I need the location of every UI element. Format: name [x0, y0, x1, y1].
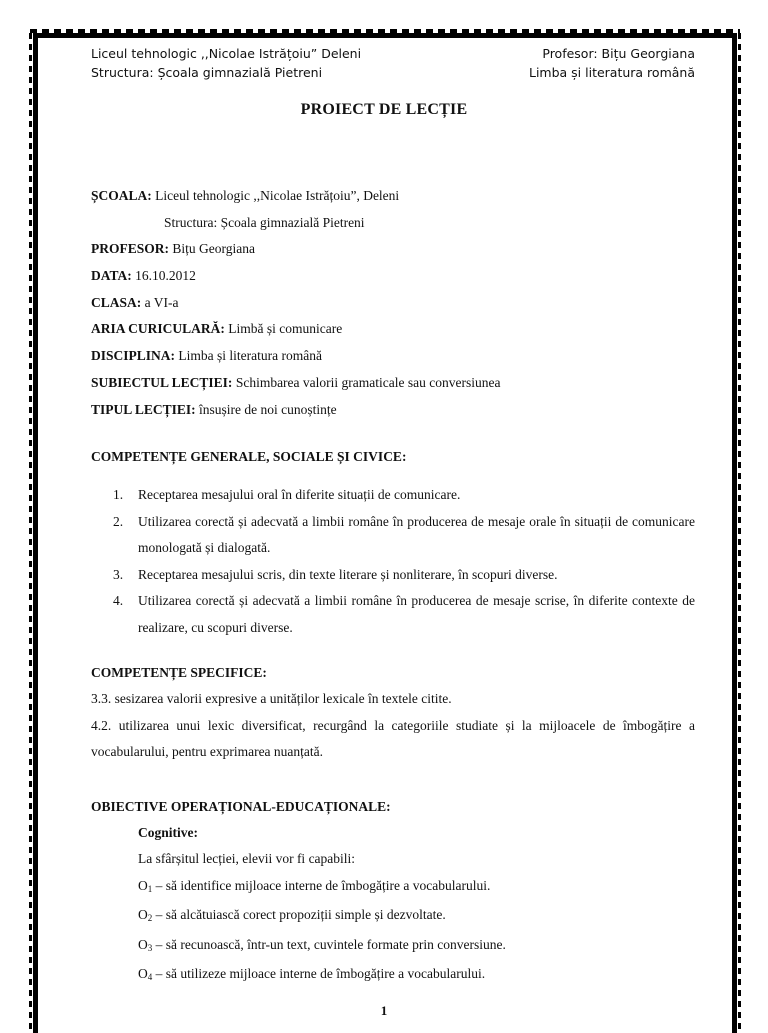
info-row-teacher: PROFESOR: Bițu Georgiana [91, 241, 255, 257]
objective-item: $O_4$ – să utilizeze mijloace interne de îmbogățire a vocabularului. [138, 966, 486, 983]
page-number: 1 [380, 1003, 388, 1018]
objective-item: $O_1$ – să identifice mijloace interne de îmbogățire a vocabularului. [138, 877, 491, 894]
list-item: 4. Utilizarea corectă și adecvată a limbii române în producerea de mesaje scrise, în diferite contexte de realizare, cu scopuri diverse. [113, 593, 695, 635]
info-row-discipline: DISCIPLINA: Limba și literatura română [91, 348, 322, 364]
info-row-class: CLASA: a VI-a [91, 294, 179, 310]
header-subject: Limba și literatura română [528, 65, 695, 80]
document-body [91, 183, 695, 991]
info-row-date: DATA: 16.10.2012 [91, 268, 196, 284]
header-right [529, 44, 695, 82]
section-heading-general: COMPETENȚE GENERALE, SOCIALE ȘI CIVICE: [91, 449, 407, 465]
specific-competence-1: 3.3. sesizarea valorii expresive a unităților lexicale în textele citite. [91, 691, 452, 707]
header-left [91, 44, 361, 82]
header-structure: Structura: Școala gimnazială Pietreni [91, 65, 323, 80]
specific-competence-2: 4.2. utilizarea unui lexic diversificat, recurgând la categoriile studiate și la mijloacele de îmbogățire a vocabularului, pentru exprimarea nuanțată. [91, 717, 695, 760]
section-heading-objectives: OBIECTIVE OPERAȚIONAL-EDUCAȚIONALE: [91, 798, 391, 814]
info-row-school: ȘCOALA: Liceul tehnologic ,,Nicolae Istrățoiu”, Deleni [91, 188, 400, 203]
header-teacher: Profesor: Bițu Georgiana [542, 46, 695, 61]
header-school: Liceul tehnologic ,,Nicolae Istrățoiu” Deleni [91, 46, 362, 61]
list-item: 3. Receptarea mesajului scris, din texte literare și nonliterare, în scopuri diverse. [113, 566, 558, 582]
objective-item: $O_2$ – să alcătuiască corect propoziții simple și dezvoltate. [138, 907, 446, 924]
objectives-intro: La sfârșitul lecției, elevii vor fi capabili: [138, 851, 356, 867]
list-item: 2. Utilizarea corectă și adecvată a limbii române în producerea de mesaje orale în situații de comunicare monologată și dialogată. [113, 513, 695, 556]
info-row-type: TIPUL LECȚIEI: însușire de noi cunoștințe [91, 401, 337, 417]
info-row-subject: SUBIECTUL LECȚIEI: Schimbarea valorii gramaticale sau conversiunea [91, 374, 501, 390]
info-row-structure: Structura: Școala gimnazială Pietreni [164, 214, 365, 230]
objective-item: $O_3$ – să recunoască, într-un text, cuvintele formate prin conversiune. [138, 936, 506, 953]
section-heading-specific: COMPETENȚE SPECIFICE: [91, 665, 267, 681]
document-title: PROIECT DE LECȚIE [300, 101, 468, 118]
objectives-subheading: Cognitive: [138, 824, 198, 840]
general-competences-list [91, 482, 695, 641]
info-row-area: ARIA CURICULARĂ: Limbă și comunicare [91, 321, 343, 337]
list-item: 1. Receptarea mesajului oral în diferite situații de comunicare. [113, 487, 461, 503]
